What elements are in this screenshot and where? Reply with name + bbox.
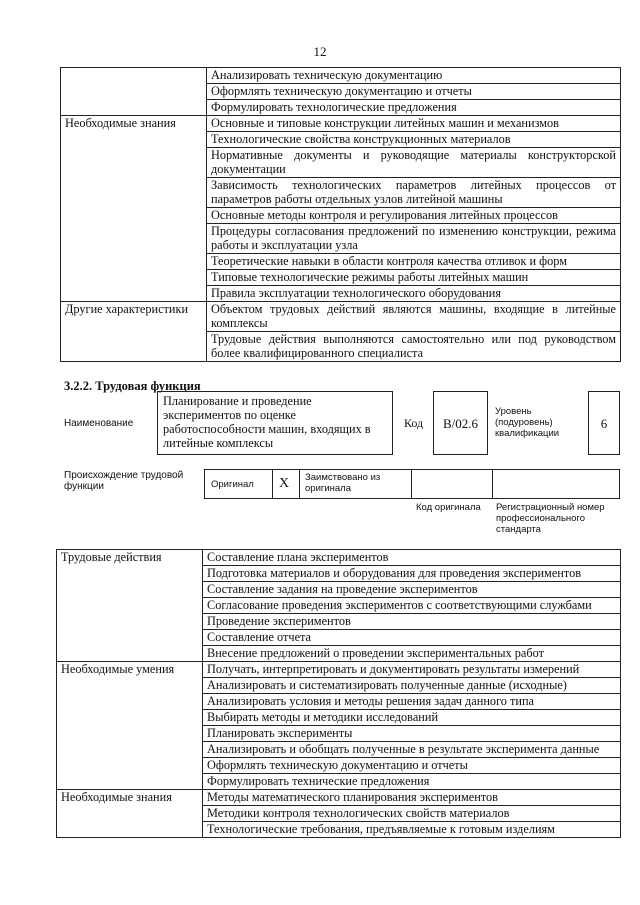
table-cell: Анализировать техническую документацию: [207, 68, 621, 84]
table-row: [61, 116, 621, 132]
table-cell: Анализировать и обобщать полученные в результате эксперимента данные: [203, 742, 621, 758]
name-label: Наименование: [64, 418, 134, 429]
table-cell: Оформлять техническую документацию и отчеты: [207, 84, 621, 100]
table-cell: Правила эксплуатации технологического оборудования: [207, 286, 621, 302]
table-row: [57, 550, 621, 566]
code-original-label: Код оригинала: [416, 502, 481, 513]
table-row: [57, 790, 621, 806]
table-cell: Зависимость технологических параметров литейных процессов от параметров работы отдельных узлов литейной машины: [207, 178, 621, 208]
reg-number-label: Регистрационный номер профессионального стандарта: [496, 502, 605, 535]
divider: [411, 470, 412, 498]
origin-label: Происхождение трудовой функции: [64, 470, 184, 492]
table-cell: Методы математического планирования экспериментов: [203, 790, 621, 806]
table-cell: Составление плана экспериментов: [203, 550, 621, 566]
name-value: Планирование и проведение экспериментов по оценке работоспособности машин, входящих в литейные комплексы: [163, 394, 371, 450]
divider: [492, 470, 493, 498]
table-cell: Технологические требования, предъявляемые к готовым изделиям: [203, 822, 621, 838]
level-value-box: [588, 391, 620, 455]
divider: [272, 470, 273, 498]
top-requirements-table: [60, 67, 621, 362]
table-cell: Объектом трудовых действий являются машины, входящие в литейные комплексы: [207, 302, 621, 332]
table-row: [57, 662, 621, 678]
table-cell: Основные методы контроля и регулирования литейных процессов: [207, 208, 621, 224]
original-label: Оригинал: [211, 479, 254, 490]
table-cell: Планировать эксперименты: [203, 726, 621, 742]
row-label: Другие характеристики: [61, 302, 207, 362]
borrowed-label: Заимствовано из оригинала: [305, 472, 381, 494]
table-cell: Процедуры согласования предложений по изменению конструкции, режима работы и эксплуатации узла: [207, 224, 621, 254]
row-label: Необходимые умения: [57, 662, 203, 790]
origin-table: [204, 469, 620, 499]
code-value: В/02.6: [442, 416, 479, 431]
page-number: 12: [313, 44, 327, 59]
table-cell: Типовые технологические режимы работы литейных машин: [207, 270, 621, 286]
code-value-box: [433, 391, 488, 455]
table-cell: Анализировать и систематизировать полученные данные (исходные): [203, 678, 621, 694]
row-label: Трудовые действия: [57, 550, 203, 662]
table-row: [61, 302, 621, 332]
divider: [299, 470, 300, 498]
row-label: [61, 68, 207, 116]
table-cell: Формулировать технологические предложения: [207, 100, 621, 116]
bottom-requirements-table: [56, 549, 621, 838]
row-label: Необходимые знания: [57, 790, 203, 838]
level-label: Уровень (подуровень) квалификации: [495, 406, 560, 439]
table-cell: Согласование проведения экспериментов с соответствующими службами: [203, 598, 621, 614]
table-cell: Составление отчета: [203, 630, 621, 646]
table-cell: Составление задания на проведение экспериментов: [203, 582, 621, 598]
section-title: 3.2.2. Трудовая функция: [64, 379, 201, 393]
table-cell: Основные и типовые конструкции литейных машин и механизмов: [207, 116, 621, 132]
row-label: Необходимые знания: [61, 116, 207, 302]
level-value: 6: [600, 416, 608, 431]
table-cell: Подготовка материалов и оборудования для проведения экспериментов: [203, 566, 621, 582]
table-cell: Внесение предложений о проведении экспериментальных работ: [203, 646, 621, 662]
table-cell: Теоретические навыки в области контроля качества отливок и форм: [207, 254, 621, 270]
table-cell: Получать, интерпретировать и документировать результаты измерений: [203, 662, 621, 678]
code-label: Код: [404, 416, 424, 430]
table-cell: Оформлять техническую документацию и отчеты: [203, 758, 621, 774]
table-cell: Анализировать условия и методы решения задач данного типа: [203, 694, 621, 710]
name-value-box: [157, 391, 393, 455]
table-cell: Технологические свойства конструкционных материалов: [207, 132, 621, 148]
table-row: [61, 68, 621, 84]
table-cell: Выбирать методы и методики исследований: [203, 710, 621, 726]
table-cell: Трудовые действия выполняются самостоятельно или под руководством более квалифицированного специалиста: [207, 332, 621, 362]
table-cell: Методики контроля технологических свойств материалов: [203, 806, 621, 822]
table-cell: Проведение экспериментов: [203, 614, 621, 630]
table-cell: Нормативные документы и руководящие материалы конструкторской документации: [207, 148, 621, 178]
original-mark: X: [279, 476, 290, 491]
table-cell: Формулировать технические предложения: [203, 774, 621, 790]
